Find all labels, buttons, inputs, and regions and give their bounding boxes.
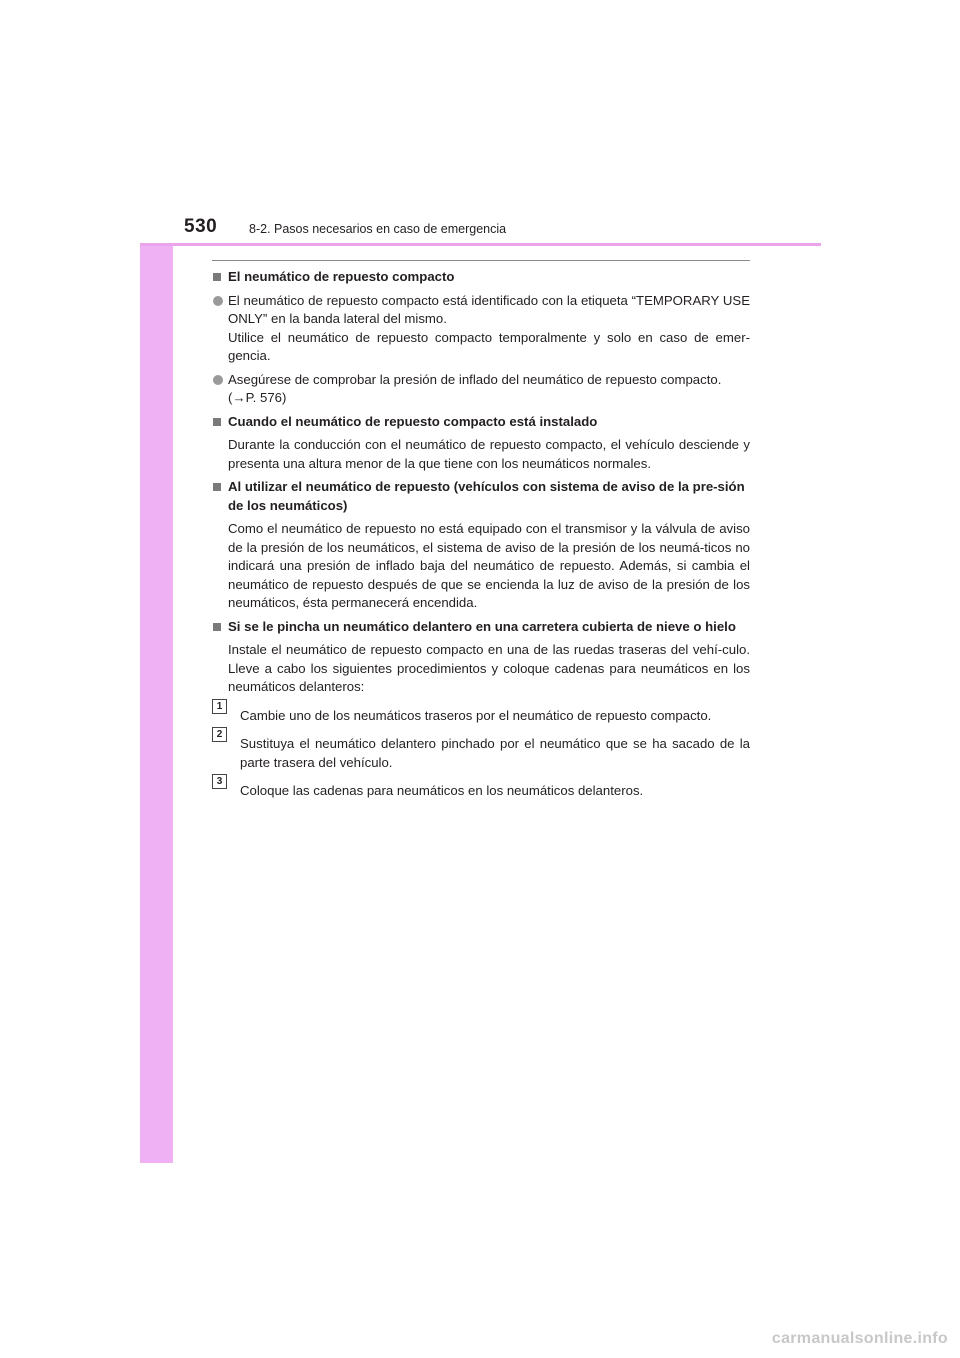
square-bullet-icon — [213, 483, 221, 491]
watermark-logo: carmanualsonline.info — [771, 1330, 948, 1347]
step-number-badge: 1 — [212, 699, 227, 714]
heading-compact-spare: El neumático de repuesto compacto — [212, 268, 750, 287]
heading-tpms-spare: Al utilizar el neumático de repuesto (vehículos con sistema de aviso de la pre-sión de los neumáticos) — [212, 478, 750, 515]
step-item: 2 Sustituya el neumático delantero pinchado por el neumático que se ha sacado de la parte trasera del vehículo. — [212, 735, 750, 772]
page-number: 530 — [184, 216, 218, 237]
section-title: 8-2. Pasos necesarios en caso de emergencia — [249, 222, 507, 236]
content-divider — [212, 260, 750, 261]
square-bullet-icon — [213, 418, 221, 426]
page-reference-link[interactable]: (→P. 576) — [228, 390, 287, 405]
header-rule — [140, 243, 821, 246]
step-item: 3 Coloque las cadenas para neumáticos en los neumáticos delanteros. — [212, 782, 750, 801]
bullet-item: El neumático de repuesto compacto está identificado con la etiqueta “TEMPORARY USE ONLY” en la banda lateral del mismo. Utilice el neumático de repuesto compacto temporalmente y solo en caso de emer-gencia. — [212, 292, 750, 366]
step-number-badge: 3 — [212, 774, 227, 789]
square-bullet-icon — [213, 623, 221, 631]
circle-bullet-icon — [213, 296, 223, 306]
paragraph: Como el neumático de repuesto no está equipado con el transmisor y la válvula de aviso de la presión de los neumáticos, el sistema de aviso de la presión de los neumá-ticos no indicará una presión de inflado baja del neumático de repuesto. Además, si cambia el neumático de repuesto después de que se encienda la luz de aviso de la presión de los neumáticos, ésta permanecerá encendida. — [228, 521, 750, 610]
page-content — [212, 268, 750, 806]
page-sidebar-band — [140, 185, 173, 1163]
heading-spare-installed: Cuando el neumático de repuesto compacto está instalado — [212, 413, 750, 432]
step-number-badge: 2 — [212, 727, 227, 742]
square-bullet-icon — [213, 273, 221, 281]
paragraph: Durante la conducción con el neumático de repuesto compacto, el vehículo desciende y presenta una altura menor de la que tiene con los neumáticos normales. — [228, 437, 750, 471]
circle-bullet-icon — [213, 375, 223, 385]
bullet-item: Asegúrese de comprobar la presión de inflado del neumático de repuesto compacto. (→P. 576) — [212, 371, 750, 408]
heading-front-flat-snow: Si se le pincha un neumático delantero en una carretera cubierta de nieve o hielo — [212, 618, 750, 637]
step-item: 1 Cambie uno de los neumáticos traseros por el neumático de repuesto compacto. — [212, 707, 750, 726]
paragraph: Instale el neumático de repuesto compacto en una de las ruedas traseras del vehí-culo. Lleve a cabo los siguientes procedimientos y coloque cadenas para neumáticos en los neumáticos delanteros: — [228, 642, 750, 694]
